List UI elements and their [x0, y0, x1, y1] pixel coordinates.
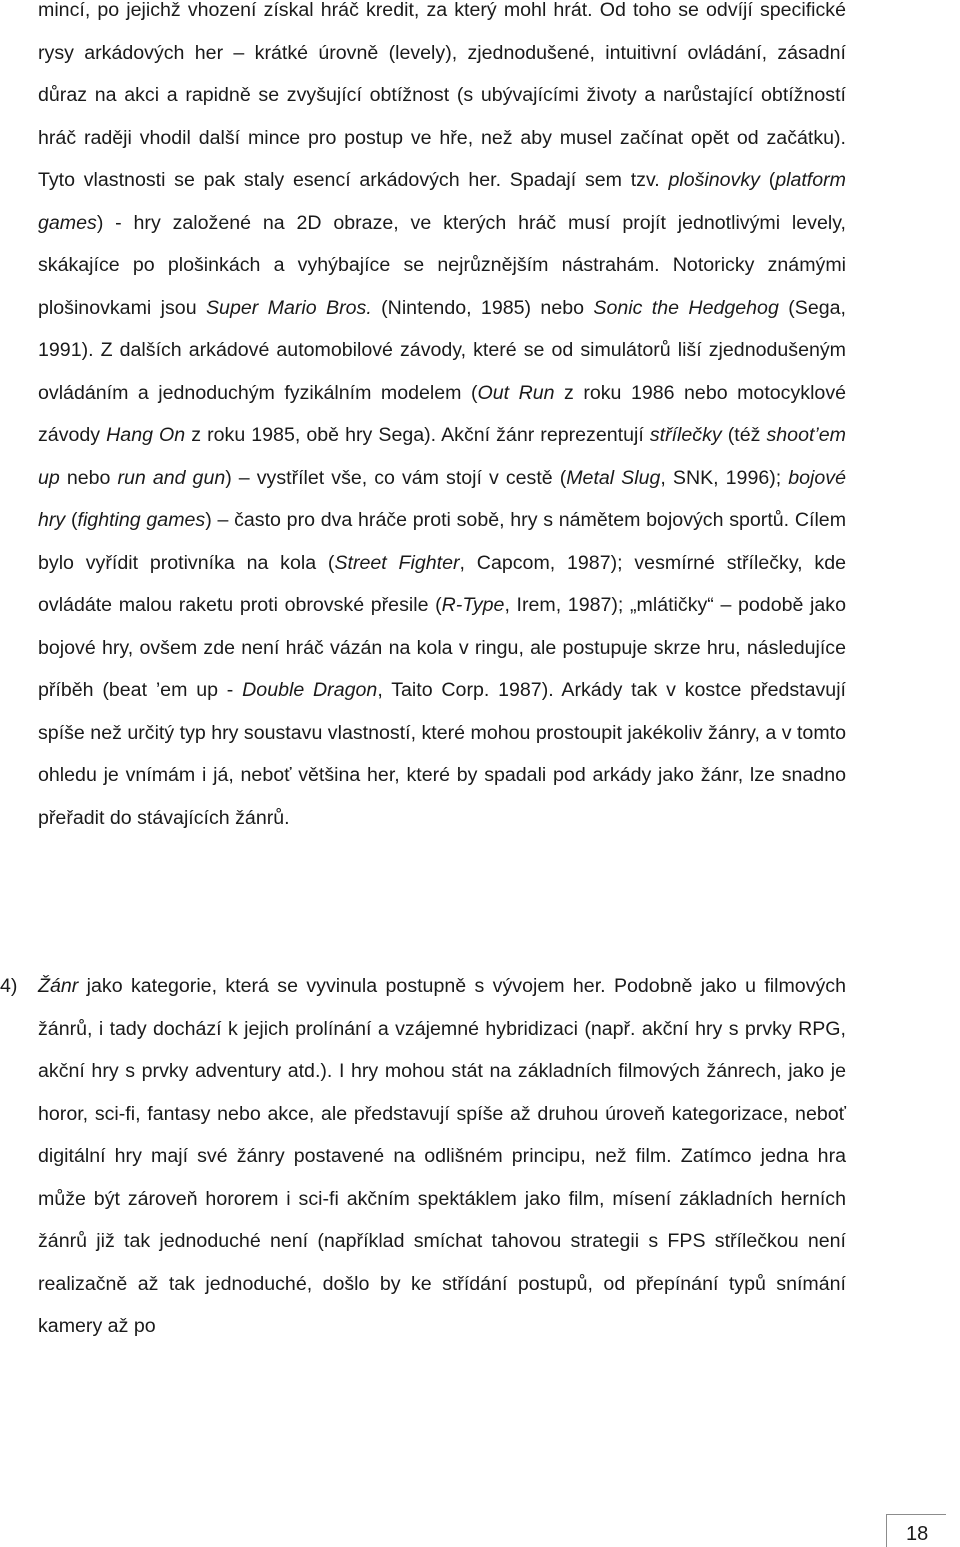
list-item-text: Žánr jako kategorie, která se vyvinula postupně s vývojem her. Podobně jako u filmových žánrů, i tady dochází k jejich prolínání a vzájemné hybridizaci (např. akční hry s prvky RPG, akční hry s prvky adventury atd.). I hry mohou stát na základních filmových žánrech, jako je horor, sci-fi, fantasy nebo akce, ale představují spíše až druhou úroveň kategorizace, neboť digitální hry mají své žánry postavené na odlišném principu, než film. Zatímco jedna hra může být zároveň hororem i sci-fi akčním spektáklem jako film, mísení základních herních žánrů již tak jednoduché není (například smíchat tahovou strategii s FPS střílečkou není realizačně až tak jednoduché, došlo by ke střídání postupů, od přepínání typů snímání kamery až po	[38, 975, 846, 1337]
italic-term: bojové hry	[38, 466, 846, 531]
italic-term: Hang On	[106, 424, 186, 446]
italic-term: fighting games	[77, 509, 206, 531]
italic-term: Sonic the Hedgehog	[593, 296, 779, 319]
italic-term: run and gun	[117, 466, 226, 489]
italic-term: R-Type	[441, 594, 505, 616]
page-number: 18	[906, 1523, 929, 1545]
italic-term: Double Dragon	[242, 679, 378, 701]
italic-term: Žánr	[38, 975, 79, 997]
list-item-number: 4)	[0, 975, 18, 997]
body-paragraph: mincí, po jejichž vhození získal hráč kredit, za který mohl hrát. Od toho se odvíjí specifické rysy arkádových her – krátké úrovně (levely), zjednodušené, intuitivní ovládání, zásadní důraz na akci a rapidně se zvyšující obtížnost (s ubývajícími životy a narůstající obtížností hráč raději vhodil další mince pro postup ve hře, než aby musel začínat opět od začátku). Tyto vlastnosti se pak staly esencí arkádových her. Spadají sem tzv. plošinovky (platform games) - hry založené na 2D obraze, ve kterých hráč musí projít jednotlivými levely, skákajíce po plošinkách a vyhýbajíce se nejrůznějším nástrahám. Notoricky známými plošinovkami jsou Super Mario Bros. (Nintendo, 1985) nebo Sonic the Hedgehog (Sega, 1991). Z dalších arkádové automobilové závody, které se od simulátorů liší zjednodušeným ovládáním a jednoduchým fyzikálním modelem (Out Run z roku 1986 nebo motocyklové závody Hang On z roku 1985, obě hry Sega). Akční žánr reprezentují střílečky (též shoot’em up nebo run and gun) – vystřílet vše, co vám stojí v cestě (Metal Slug, SNK, 1996); bojové hry (fighting games) – často pro dva hráče proti sobě, hry s námětem bojových sportů. Cílem bylo vyřídit protivníka na kola (Street Fighter, Capcom, 1987); vesmírné střílečky, kde ovládáte malou raketu proti obrovské přesile (R-Type, Irem, 1987); „mlátičky“ – podobě jako bojové hry, ovšem zde není hráč vázán na kola v ringu, ale postupuje skrze hru, následujíce příběh (beat ’em up - Double Dragon, Taito Corp. 1987). Arkády tak v kostce představují spíše než určitý typ hry soustavu vlastností, které mohou prostoupit jakékoliv žánry, a v tomto ohledu je vnímám i já, neboť většina her, které by spadali pod arkády jako žánr, lze snadno přeřadit do stávajících žánrů.	[38, 0, 847, 829]
italic-term: Metal Slug	[566, 466, 661, 489]
italic-term: shoot’em up	[38, 424, 846, 489]
italic-term: Out Run	[477, 381, 555, 404]
italic-term: plošinovky	[668, 169, 760, 191]
italic-term: střílečky	[649, 424, 722, 446]
italic-term: platform games	[38, 169, 846, 234]
italic-term: Super Mario Bros.	[205, 296, 372, 319]
italic-term: Street Fighter	[334, 551, 460, 574]
